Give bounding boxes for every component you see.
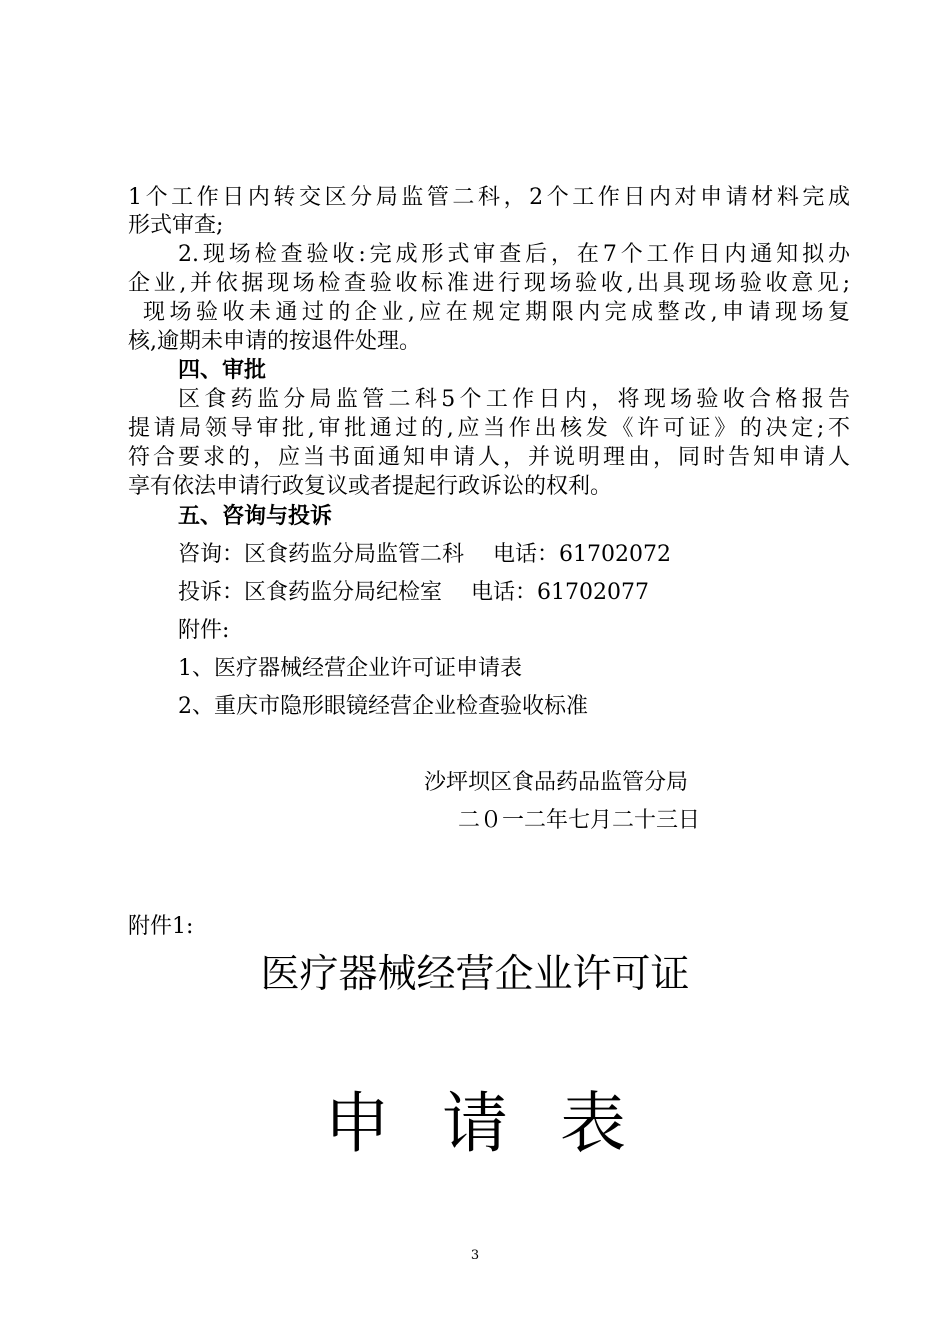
attachment-item-2: 2、重庆市隐形眼镜经营企业检查验收标准 [178, 694, 588, 719]
annex-label: 附件1: [128, 914, 194, 939]
body-line-2: 形式审查; [128, 213, 224, 238]
page-number: 3 [470, 1248, 480, 1263]
issuer-name: 沙坪坝区食品药品监管分局 [424, 770, 689, 795]
body-line-6: 核,逾期未申请的按退件处理。 [128, 329, 421, 354]
attachments-label: 附件: [178, 618, 230, 643]
body-line-3: 2.现场检查验收:完成形式审查后，在7个工作日内通知拟办 [178, 242, 850, 267]
attachment-item-1: 1、医疗器械经营企业许可证申请表 [178, 656, 522, 681]
form-subtitle: 申请表 [324, 1085, 678, 1162]
section-4-line-4: 享有依法申请行政复议或者提起行政诉讼的权利。 [128, 474, 613, 499]
form-title: 医疗器械经营企业许可证 [260, 952, 690, 997]
body-line-4: 企业,并依据现场检查验收标准进行现场验收,出具现场验收意见; [128, 271, 850, 296]
section-4-line-3: 符合要求的，应当书面通知申请人，并说明理由，同时告知申请人 [128, 445, 850, 470]
section-4-line-2: 提请局领导审批,审批通过的,应当作出核发《许可证》的决定;不 [128, 416, 850, 441]
body-line-1: 1个工作日内转交区分局监管二科，2个工作日内对申请材料完成 [128, 185, 850, 210]
consult-line: 咨询：区食药监分局监管二科 电话：61702072 [178, 542, 671, 567]
section-4-heading: 四、审批 [178, 358, 267, 383]
section-4-line-1: 区食药监分局监管二科5个工作日内，将现场验收合格报告 [178, 387, 850, 412]
complaint-line: 投诉：区食药监分局纪检室 电话：61702077 [178, 580, 649, 605]
issue-date: 二０一二年七月二十三日 [458, 808, 701, 833]
section-5-heading: 五、咨询与投诉 [178, 504, 333, 529]
body-line-5: 现场验收未通过的企业,应在规定期限内完成整改,申请现场复 [143, 300, 850, 325]
